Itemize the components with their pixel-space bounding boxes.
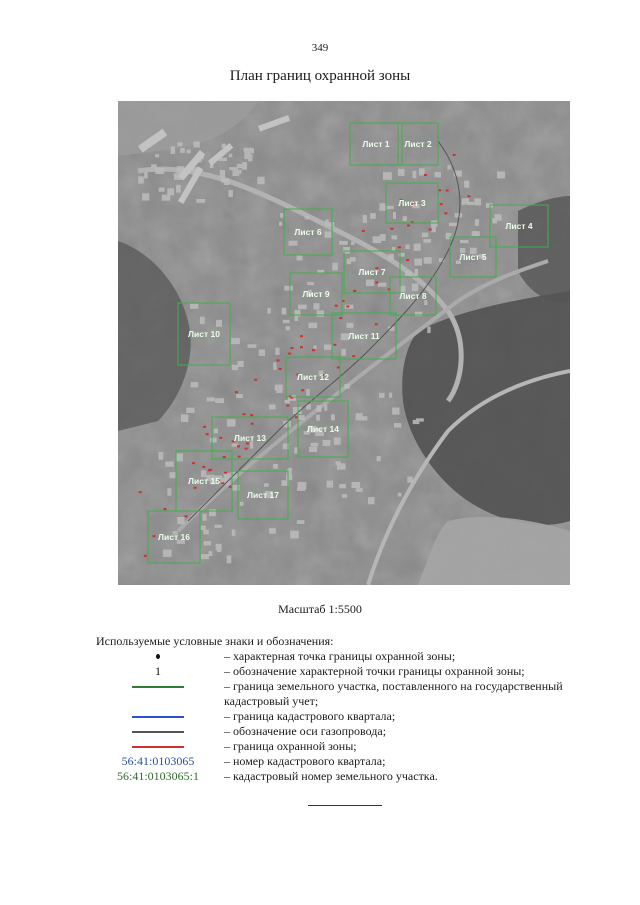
protection-zone-mark (375, 323, 378, 325)
map-canvas (118, 101, 570, 585)
protection-zone-mark (424, 174, 427, 176)
protection-zone-mark (301, 389, 304, 391)
sheet-label: Лист 6 (294, 227, 322, 237)
footer-rule (308, 805, 382, 806)
protection-zone-mark (153, 535, 156, 537)
legend-item (96, 679, 596, 709)
protection-zone-mark (251, 423, 254, 425)
protection-zone-mark (237, 445, 240, 447)
line-symbol-icon (132, 686, 184, 688)
protection-zone-mark (288, 353, 291, 355)
protection-zone-mark (219, 437, 222, 439)
protection-zone-mark (352, 355, 355, 357)
protection-zone-mark (203, 426, 206, 428)
sheet-label: Лист 16 (158, 532, 190, 542)
legend-symbol (96, 769, 220, 784)
sheet-label: Лист 13 (234, 433, 266, 443)
protection-zone-mark (291, 347, 294, 349)
legend-symbol (96, 754, 220, 769)
photo-grain (118, 101, 570, 585)
protection-zone-mark (438, 189, 441, 191)
protection-zone-mark (406, 259, 409, 261)
sheet-label: Лист 3 (398, 198, 426, 208)
sheet-label: Лист 12 (297, 372, 329, 382)
sheet-label: Лист 2 (404, 139, 432, 149)
legend-symbol (96, 679, 220, 694)
line-symbol-icon (132, 716, 184, 718)
legend-heading: Используемые условные знаки и обозначения: (96, 634, 334, 648)
protection-zone-mark (346, 306, 349, 308)
line-symbol-icon (132, 746, 184, 748)
legend-description: – характерная точка границы охранной зоны; (224, 649, 456, 663)
protection-zone-mark (194, 487, 197, 489)
legend-symbol-text: 1 (155, 664, 161, 678)
sheet-label: Лист 15 (188, 476, 220, 486)
protection-zone-mark (337, 367, 340, 369)
protection-zone-mark (202, 466, 205, 468)
legend-item (96, 754, 596, 769)
sheet-label: Лист 9 (302, 289, 330, 299)
page-title: План границ охранной зоны (229, 68, 411, 84)
legend-description: – номер кадастрового квартала; (224, 754, 386, 768)
legend-item (96, 709, 596, 724)
protection-zone-mark (224, 472, 227, 474)
protection-zone-mark (300, 346, 303, 348)
protection-zone-mark (375, 282, 378, 284)
legend-symbol (96, 649, 220, 664)
protection-zone-mark (163, 508, 166, 510)
legend-symbol (96, 664, 220, 679)
legend-description: – обозначение оси газопровода; (224, 724, 387, 738)
protection-zone-mark (446, 190, 449, 192)
protection-zone-mark (444, 212, 447, 214)
legend-description: – граница земельного участка, поставленного на государственный кадастровый учет; (224, 679, 563, 708)
protection-zone-mark (208, 469, 211, 471)
protection-zone-mark (221, 482, 224, 484)
protection-zone-mark (440, 203, 443, 205)
sheet-label: Лист 17 (247, 490, 279, 500)
legend-symbol (96, 739, 220, 754)
sheet-label: Лист 11 (348, 331, 380, 341)
protection-zone-mark (333, 344, 336, 346)
protection-zone-mark (243, 413, 246, 415)
protection-zone-mark (339, 317, 342, 319)
protection-zone-mark (254, 379, 257, 381)
protection-zone-mark (238, 456, 241, 458)
protection-zone-mark (390, 228, 393, 230)
protection-zone-mark (286, 405, 289, 407)
protection-zone-mark (362, 230, 365, 232)
sheet-label: Лист 14 (307, 424, 339, 434)
legend-symbol-text: 56:41:0103065:1 (116, 769, 199, 783)
protection-zone-mark (312, 349, 315, 351)
orthophoto-map[interactable] (118, 101, 570, 585)
legend-item (96, 724, 596, 739)
protection-zone-mark (398, 246, 401, 248)
legend-item (96, 769, 596, 784)
page-number: 349 (311, 42, 329, 54)
protection-zone-mark (250, 414, 253, 416)
protection-zone-mark (300, 335, 303, 337)
legend-description: – кадастровый номер земельного участка. (224, 769, 438, 783)
map-scale: Масштаб 1:5500 (278, 602, 362, 616)
boundary-point-icon (156, 654, 160, 659)
sheet-label: Лист 10 (188, 329, 220, 339)
legend-description: – граница охранной зоны; (224, 739, 357, 753)
legend (96, 649, 596, 784)
protection-zone-mark (144, 555, 147, 557)
legend-description: – граница кадастрового квартала; (224, 709, 396, 723)
protection-zone-mark (335, 305, 338, 307)
protection-zone-mark (277, 359, 280, 361)
legend-item (96, 739, 596, 754)
sheet-label: Лист 5 (459, 252, 487, 262)
legend-item (96, 649, 596, 664)
line-symbol-icon (132, 731, 184, 733)
legend-symbol (96, 724, 220, 739)
protection-zone-mark (185, 515, 188, 517)
protection-zone-mark (353, 290, 356, 292)
protection-zone-mark (223, 456, 226, 458)
sheet-label: Лист 7 (358, 267, 386, 277)
protection-zone-mark (467, 195, 470, 197)
sheet-label: Лист 4 (505, 221, 533, 231)
protection-zone-mark (235, 391, 238, 393)
sheet-label: Лист 8 (399, 291, 427, 301)
protection-zone-mark (229, 486, 232, 488)
sheet-label: Лист 1 (362, 139, 390, 149)
protection-zone-mark (407, 225, 410, 227)
protection-zone-mark (192, 462, 195, 464)
protection-zone-mark (453, 154, 456, 156)
legend-symbol-text: 56:41:0103065 (121, 754, 195, 768)
protection-zone-mark (139, 491, 142, 493)
legend-description: – обозначение характерной точки границы охранной зоны; (224, 664, 525, 678)
protection-zone-mark (206, 433, 209, 435)
protection-zone-mark (245, 448, 248, 450)
legend-item (96, 664, 596, 679)
protection-zone-mark (279, 368, 282, 370)
protection-zone-mark (429, 229, 432, 231)
legend-symbol (96, 709, 220, 724)
